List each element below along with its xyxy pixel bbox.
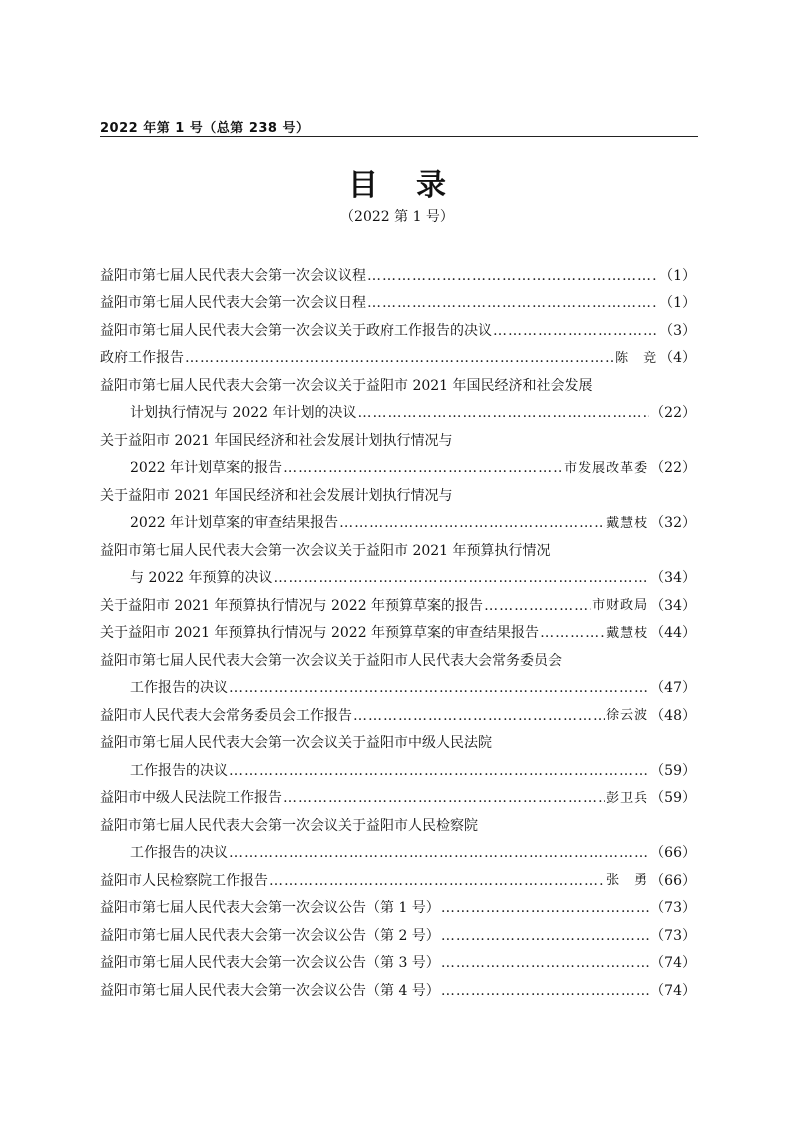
dot-leader	[493, 324, 658, 338]
toc-entry-page: （22）	[650, 405, 696, 422]
toc-entry-title-continued: 2022 年计划草案的报告	[130, 460, 283, 477]
toc-entry[interactable]	[100, 785, 696, 813]
toc-entry[interactable]	[100, 482, 696, 510]
toc-entry[interactable]	[100, 702, 696, 730]
toc-entry-title: 益阳市第七届人民代表大会第一次会议公告（第 4 号）	[100, 982, 440, 999]
toc-entry[interactable]	[100, 592, 696, 620]
toc-entry-title-continued: 工作报告的决议	[130, 762, 228, 779]
toc-entry-title: 益阳市第七届人民代表大会第一次会议关于益阳市 2021 年国民经济和社会发展	[100, 377, 593, 394]
toc-entry-page: （66）	[650, 845, 696, 862]
toc-entry-author: 戴慧枝	[606, 625, 649, 641]
toc-entry-title: 益阳市中级人民法院工作报告	[100, 790, 282, 807]
toc-entry-title: 政府工作报告	[100, 350, 184, 367]
toc-entry-continuation[interactable]	[100, 455, 696, 483]
toc-entry-page: （48）	[650, 707, 696, 724]
toc-entry[interactable]	[100, 895, 696, 923]
dot-leader	[283, 791, 605, 805]
dot-leader	[441, 984, 649, 998]
toc-entry-title: 益阳市第七届人民代表大会第一次会议日程	[100, 295, 366, 312]
toc-entry-page: （66）	[650, 872, 696, 889]
dot-leader	[283, 461, 563, 475]
toc-entry-page: （74）	[650, 982, 696, 999]
toc-entry-title: 益阳市人民代表大会常务委员会工作报告	[100, 707, 352, 724]
toc-entry-title: 益阳市第七届人民代表大会第一次会议公告（第 1 号）	[100, 900, 440, 917]
toc-entry-author: 市发展改革委	[564, 460, 649, 476]
table-of-contents	[100, 262, 696, 1005]
toc-entry-title-continued: 与 2022 年预算的决议	[130, 570, 273, 587]
dot-leader	[367, 269, 658, 283]
page-title: 目录	[348, 168, 484, 203]
toc-entry-continuation[interactable]	[100, 510, 696, 538]
toc-entry-page: （1）	[659, 267, 696, 284]
toc-entry-author: 戴慧枝	[606, 515, 649, 531]
toc-entry-page: （22）	[650, 460, 696, 477]
toc-entry[interactable]	[100, 867, 696, 895]
toc-entry-title: 益阳市第七届人民代表大会第一次会议关于益阳市 2021 年预算执行情况	[100, 542, 551, 559]
toc-entry-title-continued: 计划执行情况与 2022 年计划的决议	[130, 405, 357, 422]
toc-entry-page: （34）	[650, 597, 696, 614]
toc-entry-title: 益阳市第七届人民代表大会第一次会议议程	[100, 267, 366, 284]
toc-entry[interactable]	[100, 290, 696, 318]
toc-entry[interactable]	[100, 812, 696, 840]
page-subtitle: （2022 第 1 号）	[340, 209, 454, 225]
toc-entry-continuation[interactable]	[100, 757, 696, 785]
toc-entry-title-continued: 工作报告的决议	[130, 845, 228, 862]
dot-leader	[441, 956, 649, 970]
toc-entry[interactable]	[100, 950, 696, 978]
toc-entry-page: （44）	[650, 625, 696, 642]
toc-entry-author: 市财政局	[592, 598, 649, 614]
toc-entry-page: （59）	[650, 762, 696, 779]
dot-leader	[229, 681, 649, 695]
toc-entry-page: （3）	[659, 322, 696, 339]
dot-leader	[540, 626, 605, 640]
dot-leader	[229, 846, 649, 860]
toc-entry[interactable]	[100, 647, 696, 675]
dot-leader	[274, 571, 650, 585]
toc-entry-page: （73）	[650, 900, 696, 917]
toc-entry-title: 益阳市第七届人民代表大会第一次会议关于政府工作报告的决议	[100, 322, 492, 339]
toc-entry-title: 益阳市人民检察院工作报告	[100, 872, 268, 889]
toc-entry-title: 益阳市第七届人民代表大会第一次会议公告（第 3 号）	[100, 955, 440, 972]
toc-entry-title: 益阳市第七届人民代表大会第一次会议关于益阳市人民检察院	[100, 817, 478, 834]
toc-entry[interactable]	[100, 262, 696, 290]
toc-entry-title-continued: 工作报告的决议	[130, 680, 228, 697]
toc-entry-title: 关于益阳市 2021 年预算执行情况与 2022 年预算草案的报告	[100, 597, 484, 614]
dot-leader	[358, 406, 650, 420]
dot-leader	[353, 709, 605, 723]
dot-leader	[367, 296, 658, 310]
toc-entry-title: 益阳市第七届人民代表大会第一次会议公告（第 2 号）	[100, 927, 440, 944]
toc-entry-author: 张 勇	[606, 873, 649, 889]
toc-entry[interactable]	[100, 922, 696, 950]
issue-number: 2022 年第 1 号（总第 238 号）	[100, 121, 310, 136]
toc-entry-continuation[interactable]	[100, 400, 696, 428]
toc-entry-title: 益阳市第七届人民代表大会第一次会议关于益阳市人民代表大会常务委员会	[100, 652, 562, 669]
toc-entry-continuation[interactable]	[100, 675, 696, 703]
toc-entry-page: （59）	[650, 790, 696, 807]
toc-entry-title: 关于益阳市 2021 年国民经济和社会发展计划执行情况与	[100, 487, 453, 504]
toc-entry[interactable]	[100, 537, 696, 565]
toc-entry-continuation[interactable]	[100, 565, 696, 593]
toc-entry[interactable]	[100, 427, 696, 455]
toc-entry-page: （73）	[650, 927, 696, 944]
toc-entry-page: （4）	[659, 350, 696, 367]
toc-entry-author: 陈 竞	[615, 350, 658, 366]
toc-entry-title: 关于益阳市 2021 年国民经济和社会发展计划执行情况与	[100, 432, 453, 449]
dot-leader	[229, 764, 649, 778]
toc-entry-page: （32）	[650, 515, 696, 532]
toc-entry-author: 徐云波	[606, 708, 649, 724]
toc-entry-page: （47）	[650, 680, 696, 697]
toc-entry-title: 益阳市第七届人民代表大会第一次会议关于益阳市中级人民法院	[100, 735, 492, 752]
dot-leader	[185, 351, 614, 365]
dot-leader	[339, 516, 605, 530]
dot-leader	[484, 599, 591, 613]
toc-entry-title: 关于益阳市 2021 年预算执行情况与 2022 年预算草案的审查结果报告	[100, 625, 540, 642]
issue-header	[100, 116, 698, 137]
toc-entry[interactable]	[100, 620, 696, 648]
toc-entry-author: 彭卫兵	[606, 790, 649, 806]
toc-entry-page: （74）	[650, 955, 696, 972]
toc-entry[interactable]	[100, 730, 696, 758]
toc-entry-page: （34）	[650, 570, 696, 587]
dot-leader	[441, 929, 649, 943]
toc-entry-continuation[interactable]	[100, 840, 696, 868]
dot-leader	[269, 874, 605, 888]
dot-leader	[441, 901, 649, 915]
toc-entry[interactable]	[100, 372, 696, 400]
toc-entry[interactable]	[100, 977, 696, 1005]
toc-entry[interactable]	[100, 345, 696, 373]
toc-entry[interactable]	[100, 317, 696, 345]
toc-entry-title-continued: 2022 年计划草案的审查结果报告	[130, 515, 339, 532]
toc-entry-page: （1）	[659, 295, 696, 312]
